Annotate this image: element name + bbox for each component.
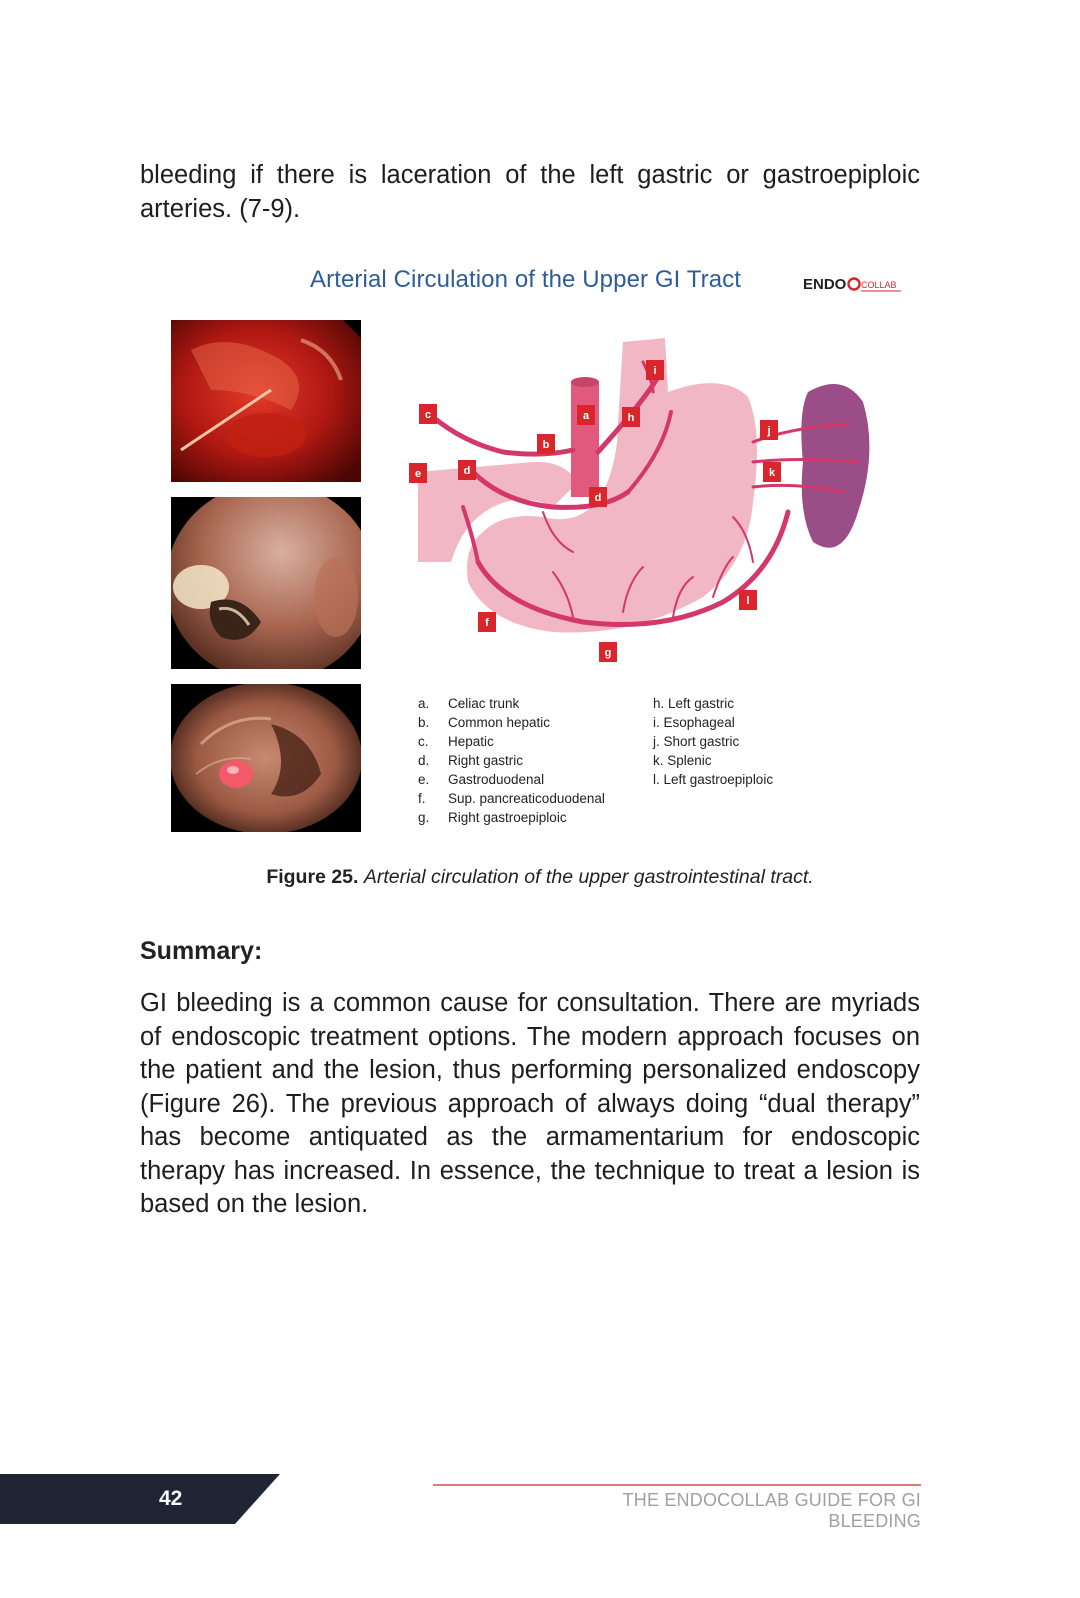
label-j: j	[767, 425, 771, 437]
spleen-shape	[801, 384, 869, 548]
endoscopic-photo-3	[171, 684, 361, 832]
legend-row: f. Sup. pancreaticoduodenal	[418, 791, 605, 806]
figure-arterial-circulation	[165, 262, 915, 840]
label-f: f	[485, 617, 489, 629]
page-number: 42	[159, 1487, 183, 1510]
legend-right	[653, 694, 773, 789]
legend-row: h. Left gastric	[653, 696, 735, 711]
label-d-1: d	[463, 465, 471, 477]
label-h: h	[627, 412, 635, 424]
label-i: i	[653, 365, 657, 377]
legend-row: e. Gastroduodenal	[418, 772, 545, 787]
arterial-diagram	[403, 332, 903, 682]
label-l: l	[746, 595, 750, 607]
legend-row: c. Hepatic	[418, 734, 494, 749]
summary-paragraph: GI bleeding is a common cause for consultation. There are myriads of endoscopic treatment options. The modern approach focuses on the patient and the lesion, thus performing personalized endoscopy (Figure 26). The previous approach of always doing “dual therapy” has become antiquated as the armamentarium for endoscopic therapy has increased. In essence, the technique to treat a lesion is based on the lesion.	[140, 989, 920, 1218]
label-g: g	[604, 647, 612, 659]
figure-caption	[0, 866, 1080, 889]
legend-row: j. Short gastric	[653, 734, 740, 749]
legend-row: k. Splenic	[653, 753, 712, 768]
endoscopic-photo-1	[171, 320, 361, 482]
summary-heading: Summary:	[140, 937, 263, 965]
footer-book-title: THE ENDOCOLLAB GUIDE FOR GI BLEEDING	[622, 1490, 921, 1531]
footer-page-band	[0, 1474, 280, 1524]
label-k: k	[768, 467, 776, 479]
caption-text: Arterial circulation of the upper gastrointestinal tract.	[363, 866, 814, 888]
legend-row: l. Left gastroepiploic	[653, 772, 774, 787]
label-d-2: d	[594, 492, 602, 504]
footer-divider	[433, 1484, 921, 1486]
logo-collab: COLLAB	[861, 280, 897, 290]
legend-row: d. Right gastric	[418, 753, 524, 768]
logo-endo: ENDO	[803, 276, 847, 293]
legend-left	[418, 694, 605, 827]
label-b: b	[542, 439, 550, 451]
label-c: c	[424, 409, 432, 421]
celiac-trunk-vessel	[571, 382, 599, 497]
figure-title: Arterial Circulation of the Upper GI Tract	[310, 266, 742, 293]
legend-row: b. Common hepatic	[418, 715, 551, 730]
legend-row: g. Right gastroepiploic	[418, 810, 567, 825]
endocollab-logo	[803, 272, 903, 294]
endoscopic-photo-2	[171, 497, 361, 669]
legend-row: a. Celiac trunk	[418, 696, 520, 711]
label-a: a	[582, 410, 590, 422]
legend-row: i. Esophageal	[653, 715, 735, 730]
caption-label: Figure 25.	[266, 866, 359, 888]
label-e: e	[414, 468, 422, 480]
intro-paragraph: bleeding if there is laceration of the left gastric or gastroepiploic arteries. (7-9).	[140, 161, 920, 223]
